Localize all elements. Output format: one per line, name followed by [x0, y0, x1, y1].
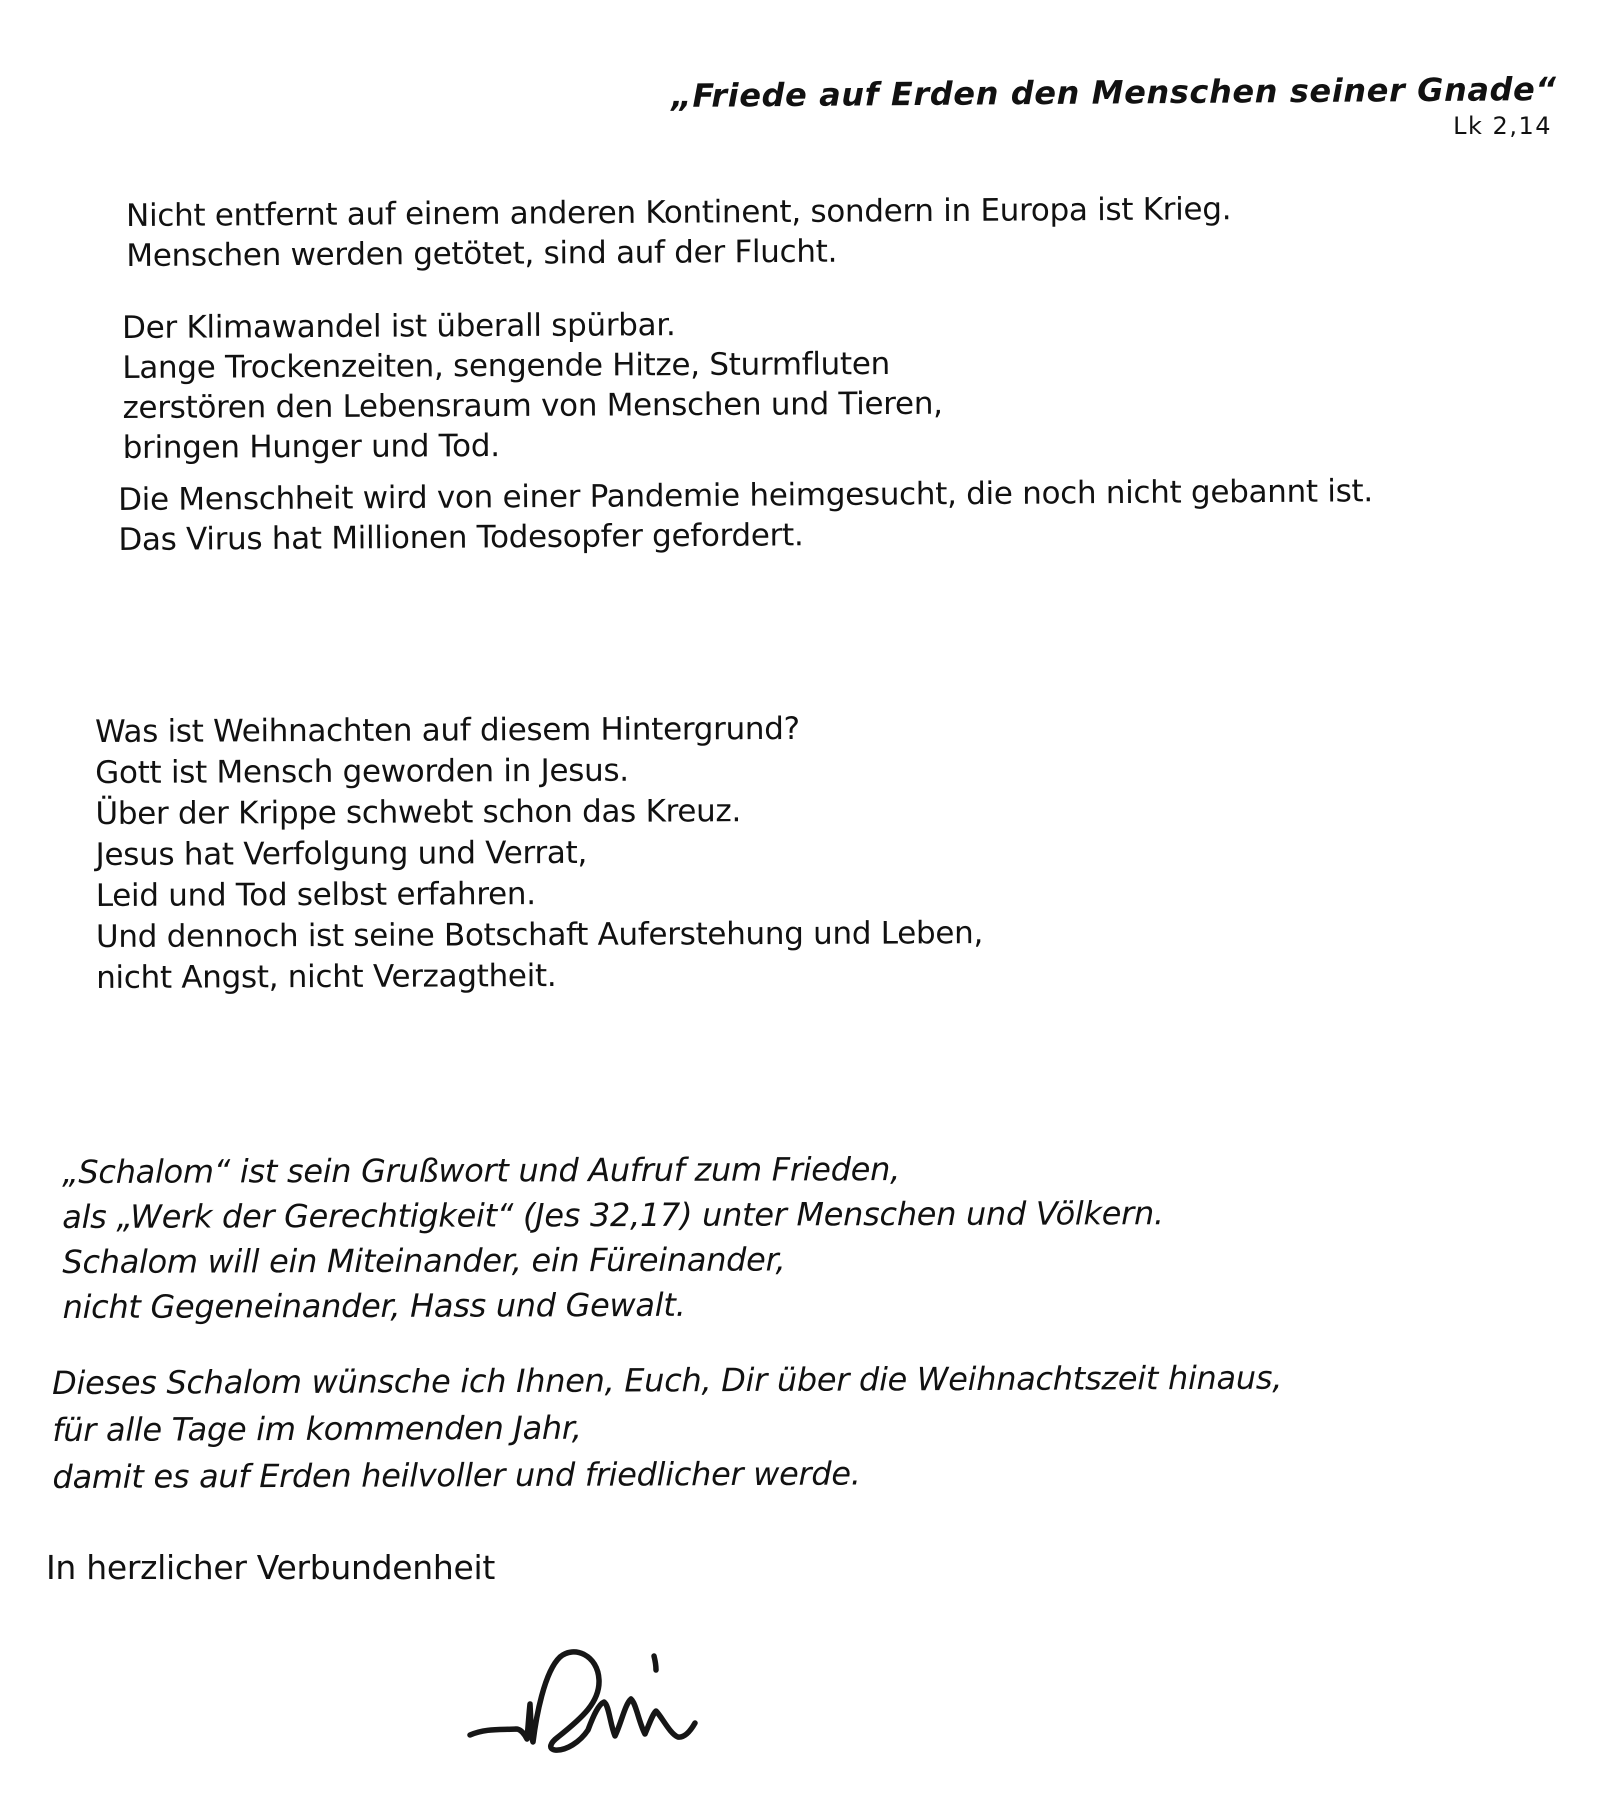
paragraph-schalom	[62, 1146, 1164, 1330]
text-line: für alle Tage im kommenden Jahr,	[52, 1408, 582, 1449]
text-line: Lange Trockenzeiten, sengende Hitze, Sturmfluten	[122, 345, 891, 386]
text-line: Dieses Schalom wünsche ich Ihnen, Euch, Dir über die Weihnachtszeit hinaus,	[52, 1358, 1283, 1402]
text-line: „Schalom“ ist sein Grußwort und Aufruf zum Frieden,	[62, 1150, 900, 1191]
text-line: Schalom will ein Miteinander, ein Füreinander,	[62, 1240, 786, 1281]
text-line: Und dennoch ist seine Botschaft Auferstehung und Leben,	[95, 915, 984, 955]
closing-line: In herzlicher Verbundenheit	[46, 1548, 496, 1587]
text-line: Gott ist Mensch geworden in Jesus.	[95, 752, 629, 791]
text-line: Die Menschheit wird von einer Pandemie heimgesucht, die noch nicht gebannt ist.	[118, 473, 1374, 518]
quote-reference: Lk 2,14	[1453, 112, 1552, 140]
text-line: Menschen werden getötet, sind auf der Flucht.	[126, 233, 838, 274]
text-line: Das Virus hat Millionen Todesopfer gefordert.	[118, 517, 804, 558]
text-line: Nicht entfernt auf einem anderen Kontinent, sondern in Europa ist Krieg.	[126, 191, 1232, 234]
text-line: nicht Angst, nicht Verzagtheit.	[96, 957, 557, 996]
paragraph-war	[126, 189, 1232, 276]
text-line: Was ist Weihnachten auf diesem Hintergrund?	[95, 710, 800, 750]
text-line: Jesus hat Verfolgung und Verrat,	[95, 834, 588, 873]
text-line: zerstören den Lebensraum von Menschen und Tieren,	[122, 385, 943, 426]
text-line: Über der Krippe schwebt schon das Kreuz.	[95, 793, 742, 832]
text-line: bringen Hunger und Tod.	[122, 428, 500, 466]
text-line: Leid und Tod selbst erfahren.	[95, 876, 536, 914]
paragraph-pandemic	[118, 471, 1373, 560]
paragraph-christmas	[95, 708, 983, 999]
scripture-quote	[671, 70, 1556, 140]
signature-icon	[458, 1638, 738, 1788]
text-line: Der Klimawandel ist überall spürbar.	[122, 307, 676, 346]
paragraph-wish	[52, 1355, 1283, 1501]
paragraph-climate	[122, 304, 943, 468]
text-line: nicht Gegeneinander, Hass und Gewalt.	[62, 1285, 686, 1326]
text-line: als „Werk der Gerechtigkeit“ (Jes 32,17) unter Menschen und Völkern.	[62, 1194, 1164, 1236]
text-line: damit es auf Erden heilvoller und friedlicher werde.	[52, 1454, 861, 1496]
quote-text: „Friede auf Erden den Menschen seiner Gnade“	[670, 70, 1557, 115]
